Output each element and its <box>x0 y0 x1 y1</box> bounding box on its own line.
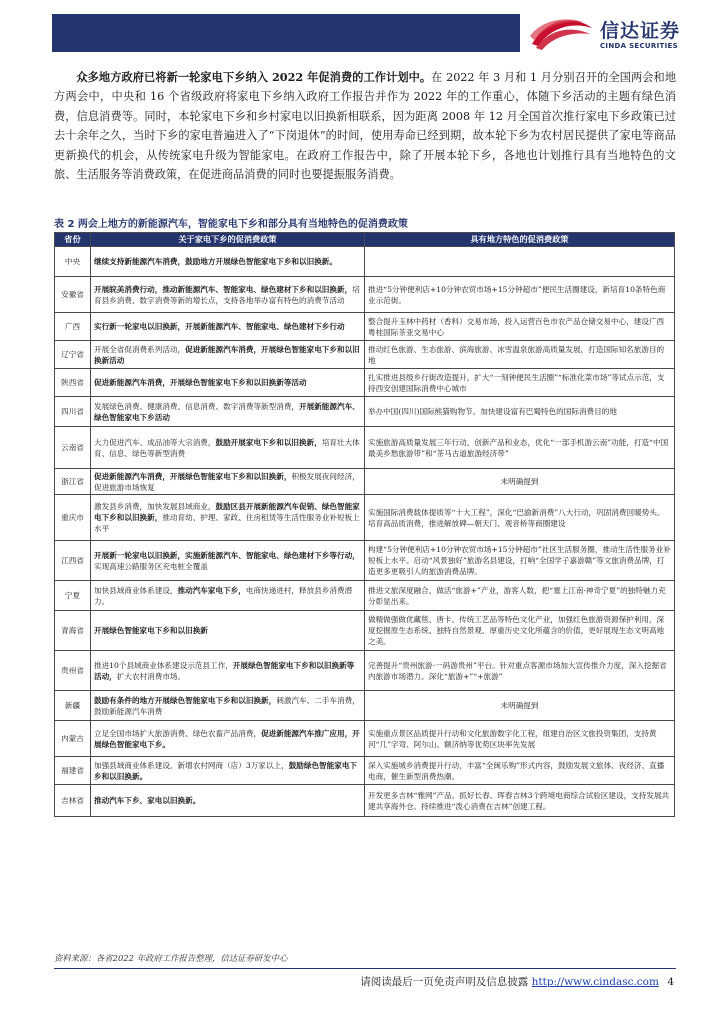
policy-bold-text: 开展新一轮家电以旧换新，实施新能源汽车、智能家电、绿色建材下乡等行动， <box>94 550 360 560</box>
policy-text: 电商快递进村，释放县乡消费潜力。 <box>94 585 353 606</box>
table-row <box>55 581 675 611</box>
footer-website-link[interactable]: http://www.cindasc.com <box>531 976 659 988</box>
province-cell: 浙江省 <box>55 469 91 495</box>
table-row <box>55 611 675 651</box>
policy-bold-text: 鼓励区县开展新能源汽车促销、绿色智能家电下乡和以旧换新， <box>94 502 360 522</box>
local-policy-cell: 构建“5分钟便利店+10分钟农贸市场+15分钟超市”社区生活服务圈，推动生活性服务业补短板上水平。启动“风景独好”旅游名县建设，打响“全国学子嘉游赣”等文旅消费品牌，打造更多更吸引人的旅游消费品牌。 <box>365 541 675 581</box>
appliance-policy-cell <box>91 785 365 817</box>
col-header-local-policy: 具有地方特色的促消费政策 <box>365 233 675 247</box>
local-policy-cell: 实施旅游高质量发展三年行动，创新产品和业态，优化“一部手机游云南”功能，打造“中国最美乡愁旅游带”和“茶马古道旅游经济带” <box>365 427 675 469</box>
policy-bold-text: 开展新能源汽车、绿色智能家电下乡活动 <box>94 401 360 422</box>
province-cell: 江西省 <box>55 541 91 581</box>
policy-text: 开展全省促消费系列活动， <box>94 344 186 354</box>
table-header-row <box>55 233 675 247</box>
table-row <box>55 369 675 397</box>
policy-bold-text: 促进新能源汽车消费，开展绿色智能家电下乡和以旧换新， <box>94 471 292 481</box>
table-row <box>55 651 675 691</box>
province-cell: 福建省 <box>55 757 91 785</box>
province-cell: 吉林省 <box>55 785 91 817</box>
policy-text: 扩大农村消费市场。 <box>116 671 186 681</box>
appliance-policy-cell <box>91 341 365 369</box>
appliance-policy-cell <box>91 247 365 277</box>
policy-bold-text: 继续支持新能源汽车消费，鼓励地方开展绿色智能家电下乡和以旧换新。 <box>94 257 337 266</box>
appliance-policy-cell <box>91 469 365 495</box>
local-policy-cell: 做精做强做优藏毯、唐卡、传统工艺品等特色文化产业，加强红色旅游资源保护利用，深度挖掘原生态系统、独特自然景观、厚重历史文化所蕴含的价值，更好展现生态文明高地之美。 <box>365 611 675 651</box>
province-cell: 辽宁省 <box>55 341 91 369</box>
policy-text: 刺激汽车、二手车消费，鼓励新能源汽车消费 <box>94 695 360 716</box>
local-policy-cell: 完善提升“贵州旅游·一码游贵州”平台。针对重点客源市场加大宣传推介力度，深入挖掘省内旅游市场潜力。深化“旅游+”“+旅游” <box>365 651 675 691</box>
table-row <box>55 757 675 785</box>
table-row <box>55 541 675 581</box>
local-policy-cell: 开发更多吉林“雅网”产品。抓好长春、珲春吉林3个跨境电商综合试验区建设，支持发展共建共享海外仓。持续推进“泼心消费在吉林”创建工程。 <box>365 785 675 817</box>
policy-bold-text: 促进新能源汽车消费，开展绿色智能家电下乡和以旧换新活动 <box>94 344 360 365</box>
policy-bold-text: 推动汽车家电下乡， <box>177 585 246 595</box>
appliance-policy-cell <box>91 369 365 397</box>
policy-text: 培育壮大体育、信息、绿色等新型消费 <box>94 437 360 458</box>
policy-text: 加快县域商业体系建设， <box>94 585 178 595</box>
province-cell: 四川省 <box>55 397 91 427</box>
appliance-policy-cell <box>91 691 365 721</box>
appliance-policy-cell <box>91 581 365 611</box>
page-number: 4 <box>667 976 674 988</box>
policy-text: 加强县域商业体系建设，新增农村网商（店）3万家以上， <box>94 760 289 770</box>
col-header-appliance-policy: 关于家电下乡的促消费政策 <box>91 233 365 247</box>
table-row <box>55 427 675 469</box>
policy-bold-text: 开展绿色智能家电下乡和以旧换新等活动， <box>94 660 355 681</box>
cinda-logo <box>528 12 708 54</box>
policy-bold-text: 开展绿色智能家电下乡和以旧换新 <box>94 626 208 635</box>
table-row <box>55 691 675 721</box>
appliance-policy-cell <box>91 721 365 757</box>
logo-name-cn: 信达证券 <box>600 20 681 42</box>
policy-bold-text: 促进新能源汽车推广应用，开展绿色智能家电下乡。 <box>94 728 360 749</box>
local-policy-cell: 推动红色旅游、生态旅游、滨海旅游、冰雪温泉旅游高质量发展，打造国际知名旅游目的地 <box>365 341 675 369</box>
local-policy-cell: 推进“5分钟便利店+10分钟农贸市场+15分钟超市”便民生活圈建设，新培育10条特色商业示范街。 <box>365 277 675 313</box>
province-cell: 云南省 <box>55 427 91 469</box>
appliance-policy-cell <box>91 495 365 541</box>
policy-bold-text: 鼓励开展家电下乡和以旧换新， <box>215 437 322 447</box>
province-cell: 中央 <box>55 247 91 277</box>
table-row <box>55 785 675 817</box>
appliance-policy-cell <box>91 757 365 785</box>
policy-bold-text: 促进新能源汽车消费，开展绿色智能家电下乡和以旧换新等活动 <box>94 378 307 387</box>
source-note: 资料来源：各省2022 年政府工作报告整理，信达证券研发中心 <box>54 953 288 963</box>
page-footer <box>360 974 674 989</box>
appliance-policy-cell <box>91 313 365 341</box>
province-cell: 新疆 <box>55 691 91 721</box>
table-caption: 表 2 两会上地方的新能源汽车，智能家电下乡和部分具有当地特色的促消费政策 <box>54 219 408 230</box>
table-row <box>55 313 675 341</box>
policy-text: 积极发展夜间经济，促进旅游市场恢复 <box>94 471 360 492</box>
local-policy-cell: 实施重点景区品质提升行动和文化旅游数字化工程，组建自治区文旅投资集团，支持黄河“几”字弯、阿尔山、额济纳等优势区块率先发展 <box>365 721 675 757</box>
table-row <box>55 721 675 757</box>
local-policy-cell: 实施国际消费载体提质等“十大工程”，深化“巴渝新消费”八大行动，巩固消费回暖势头。培育高品质消费，推进解放碑—朝天门、观音桥等商圈建设 <box>365 495 675 541</box>
policy-text: 推动育幼、护理、家政、住房租赁等生活性服务业补短板上水平 <box>94 513 360 533</box>
cinda-swoosh-icon <box>528 14 596 52</box>
table-body <box>55 247 675 817</box>
footer-disclaimer: 请阅读最后一页免责声明及信息披露 <box>360 976 529 988</box>
table-row <box>55 277 675 313</box>
intro-body: 在 2022 年 3 月和 1 月分别召开的全国两会和地方两会中，中央和 16 个省级政府将家电下乡纳入政府工作报告并作为 2022 年的工作重心，体随下乡活动的主题有绿色消费，信息消费等。同时，本轮家电下乡和乡村家电以旧换新相联系，因为距离 2008 年 12 月全国首次推行家电下乡政策已过去十余年之久，当时下乡的家电普遍进入了“下岗退休”的时间，使用寿命已经到期，故本轮下乡为农村居民提供了家电等商品更新换代的机会，从传统家电升级为智能家电。在政府工作报告中，除了开展本轮下乡，各地也计划推行具有当地特色的文旅、生活服务等消费政策，在促进商品消费的同时也要提振服务消费。 <box>54 71 677 182</box>
policy-bold-text: 鼓励绿色智能家电下乡和以旧换新。 <box>94 760 358 781</box>
local-policy-cell: 深入实施城乡消费提升行动，丰富“全闽乐购”形式内容，鼓励发展文旅体、夜经济、直播电商，催生新型消费热潮。 <box>365 757 675 785</box>
appliance-policy-cell <box>91 611 365 651</box>
policy-text: 实现高速公路服务区充电桩全覆盖 <box>94 561 208 571</box>
table-row <box>55 341 675 369</box>
intro-bold-lead: 众多地方政府已将新一轮家电下乡纳入 2022 年促消费的工作计划中。 <box>76 70 432 84</box>
local-policy-cell <box>365 247 675 277</box>
province-cell: 安徽省 <box>55 277 91 313</box>
province-cell: 青海省 <box>55 611 91 651</box>
col-header-province: 省份 <box>55 233 91 247</box>
logo-name-en: CINDA SECURITIES <box>600 42 678 50</box>
local-policy-cell: 整合提升玉林中药材（香料）交易市场，投入运营百色市农产品仓储交易中心，建设广西粤桂国际茶亚交易中心 <box>365 313 675 341</box>
policy-bold-text: 推动汽车下乡、家电以旧换新。 <box>94 796 201 805</box>
policy-bold-text: 鼓励有条件的地方开展绿色智能家电下乡和以旧换新， <box>94 695 277 705</box>
header-banner <box>52 14 520 52</box>
appliance-policy-cell <box>91 277 365 313</box>
policy-text: 发展绿色消费、健康消费、信息消费、数字消费等新型消费， <box>94 401 300 411</box>
policy-text: 激发县乡消费，加快发展县域商业， <box>94 502 216 511</box>
province-cell: 宁夏 <box>55 581 91 611</box>
province-cell: 重庆市 <box>55 495 91 541</box>
province-cell: 陕西省 <box>55 369 91 397</box>
appliance-policy-cell <box>91 651 365 691</box>
appliance-policy-cell <box>91 541 365 581</box>
table-row <box>55 495 675 541</box>
intro-paragraph <box>54 68 676 184</box>
local-policy-cell: 未明确提到 <box>365 691 675 721</box>
province-cell: 贵州省 <box>55 651 91 691</box>
policy-bold-text: 开展皖美消费行动，推动新能源汽车、智能家电、绿色建材下乡和以旧换新， <box>94 284 353 294</box>
province-cell: 广西 <box>55 313 91 341</box>
appliance-policy-cell <box>91 427 365 469</box>
table-row <box>55 397 675 427</box>
policy-text: 立足全国市场扩大旅游消费、绿色农畜产品消费， <box>94 728 262 738</box>
policy-text: 推进10个县域商业体系建设示范县工作， <box>94 660 233 670</box>
local-policy-cell: 未明确提到 <box>365 469 675 495</box>
policy-text: 培育县乡消费、数字消费等新的增长点，支持各地举办富有特色的消费节活动 <box>94 284 360 305</box>
policy-text: 大力促进汽车、成品油等大宗消费， <box>94 437 216 447</box>
local-policy-cell: 举办中国(四川)国际熊猫购物节。加快建设富有巴蜀特色的国际消费目的地 <box>365 397 675 427</box>
table-row <box>55 469 675 495</box>
province-cell: 内蒙古 <box>55 721 91 757</box>
table-row <box>55 247 675 277</box>
appliance-policy-cell <box>91 397 365 427</box>
local-policy-cell: 推进文旅深度融合，做活“旅游+”产业，游客人数，把“塞上江南·神奇宁夏”的独特魅力充分彰显出来。 <box>365 581 675 611</box>
footer-rule <box>54 968 676 969</box>
policy-bold-text: 实行新一轮家电以旧换新，开展新能源汽车、智能家电、绿色建材下乡行动 <box>94 322 345 331</box>
policy-table <box>54 232 675 817</box>
local-policy-cell: 扎实推进县级乡行街改造提升，扩大“一刻钟便民生活圈”“标准化菜市场”等试点示范，支持西安创建国际消费中心城市 <box>365 369 675 397</box>
